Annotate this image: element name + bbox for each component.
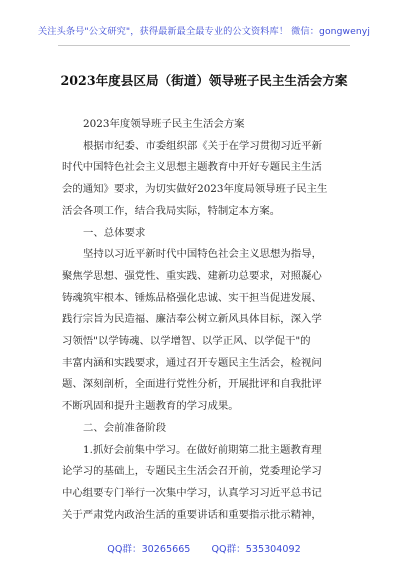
document-line: 2023年度领导班子民主生活会方案: [83, 118, 245, 130]
document-title: 2023年度县区局（街道）领导班子民主生活会方案: [60, 73, 348, 88]
footer-contact: [0, 541, 408, 555]
document-line: 时代中国特色社会主义思想主题教育中开好专题民主生活: [62, 161, 322, 174]
document-line: 中心组要专门举行一次集中学习，认真学习习近平总书记: [62, 486, 322, 499]
footer-qq-group-1: QQ群：30265665: [107, 544, 191, 555]
document-line: 根据市纪委、市委组织部《关于在学习贯彻习近平新: [83, 139, 322, 152]
document-line: 会的通知》要求，为切实做好2023年度局领导班子民主生: [62, 183, 328, 196]
document-line: 聚焦学思想、强党性、重实践、建新功总要求，对照凝心: [62, 269, 322, 282]
header-divider: [58, 45, 350, 46]
document-line: 活会各项工作，结合我局实际，特制定本方案。: [62, 204, 281, 217]
document-line: 论学习的基础上，专题民主生活会召开前，党委理论学习: [62, 465, 322, 478]
document-line: 铸魂筑牢根本、锤炼品格强化忠诚、实干担当促进发展、: [62, 291, 322, 304]
footer-qq-group-2: QQ群：535304092: [211, 544, 301, 555]
document-line: 习领悟"以学铸魂、以学增智、以学正风、以学促干"的: [62, 335, 311, 348]
document-line: 关于严肃党内政治生活的重要讲话和重要指示批示精神，: [62, 508, 322, 521]
document-line: 1.抓好会前集中学习。在做好前期第二批主题教育理: [83, 443, 322, 456]
document-line: 不断巩固和提升主题教育的学习成果。: [62, 400, 239, 413]
document-line: 题、深刻剖析，全面进行党性分析，开展批评和自我批评: [62, 378, 322, 391]
document-body: [62, 114, 350, 526]
header-banner: 关注头条号"公文研究"，获得最新最全最专业的公文资料库！ 微信：gongwenyj: [38, 26, 370, 37]
document-line: 践行宗旨为民造福、廉洁奉公树立新风具体目标，深入学: [62, 313, 322, 326]
document-line: 坚持以习近平新时代中国特色社会主义思想为指导，: [83, 248, 322, 261]
document-line: 丰富内涵和实践要求，通过召开专题民主生活会，检视问: [62, 356, 322, 369]
section-heading: 二、会前准备阶段: [83, 421, 167, 434]
section-heading: 一、总体要求: [83, 226, 146, 239]
